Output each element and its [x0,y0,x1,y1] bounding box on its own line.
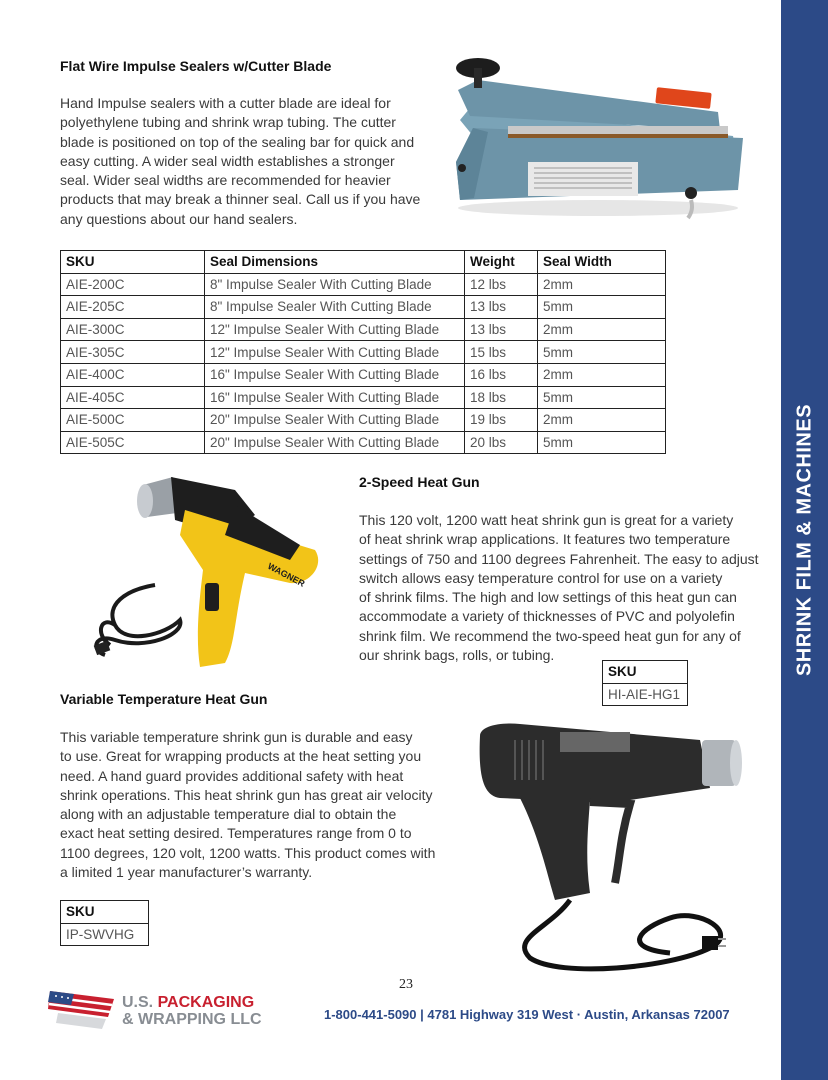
table-row [61,296,666,319]
logo-line-1: U.S. PACKAGING [122,994,255,1011]
column-header: Seal Dimensions [205,251,465,274]
contact-info: 1-800-441-5090 | 4781 Highway 319 West · Austin, Arkansas 72007 [324,1007,730,1022]
table-cell: AIE-505C [61,431,205,454]
table-cell: 2mm [538,409,666,432]
impulse-sealer-table [60,250,666,454]
table-row [61,318,666,341]
table-cell: 20 lbs [465,431,538,454]
two-speed-heat-gun-sku-table [602,660,688,706]
table-row [61,409,666,432]
table-cell: 5mm [538,386,666,409]
page-number: 23 [399,977,413,992]
two-speed-heat-gun-description: This 120 volt, 1200 watt heat shrink gun is great for a variety of heat shrink wrap applications. It features two temperature settings of 750 and 1100 degrees Fahrenheit. The easy to adjust switch allows easy temperature control for use on a variety of shrink films. The high and low settings of this heat gun can accommodate a variety of thicknesses of PVC and polyolefin shrink film. We recommend the two-speed heat gun for any of our shrink bags, rolls, or tubing. [359,512,759,664]
table-cell: AIE-300C [61,318,205,341]
gun-brand-label: WAGNER [266,560,307,589]
table-cell: 13 lbs [465,296,538,319]
table-cell: 18 lbs [465,386,538,409]
sidebar-label: SHRINK FILM & MACHINES [793,403,815,677]
table-cell: 5mm [538,296,666,319]
variable-temp-heat-gun-sku-table [60,900,149,946]
table-cell: 5mm [538,341,666,364]
table-cell: 2mm [538,318,666,341]
column-header: Weight [465,251,538,274]
impulse-sealer-title: Flat Wire Impulse Sealers w/Cutter Blade [60,58,332,74]
table-cell: AIE-400C [61,363,205,386]
table-cell: 19 lbs [465,409,538,432]
table-cell: 8" Impulse Sealer With Cutting Blade [205,296,465,319]
table-cell: 16" Impulse Sealer With Cutting Blade [205,386,465,409]
column-header: SKU [603,661,688,684]
table-cell: 20" Impulse Sealer With Cutting Blade [205,409,465,432]
table-cell: 12" Impulse Sealer With Cutting Blade [205,341,465,364]
us-flag-logo-icon [48,985,120,1031]
table-row [61,273,666,296]
variable-temp-heat-gun-title: Variable Temperature Heat Gun [60,691,268,707]
column-header: SKU [61,251,205,274]
company-logo-text [122,994,262,1028]
table-cell: AIE-500C [61,409,205,432]
table-cell: 16" Impulse Sealer With Cutting Blade [205,363,465,386]
column-header: SKU [61,901,149,924]
table-row [61,431,666,454]
table-cell: 15 lbs [465,341,538,364]
impulse-sealer-image [448,50,748,220]
table-row [61,386,666,409]
logo-line-2: & WRAPPING LLC [122,1011,262,1028]
table-cell: AIE-205C [61,296,205,319]
table-cell: 12" Impulse Sealer With Cutting Blade [205,318,465,341]
table-cell: 2mm [538,273,666,296]
impulse-sealer-description: Hand Impulse sealers with a cutter blade are ideal for polyethylene tubing and shrink wrap tubing. The cutter blade is positioned on top of the sealing bar for quick and easy cutting. A wider seal width establishes a stronger seal. Wider seal widths are recommended for heavier products that may break a thinner seal. Call us if you have any questions about our hand sealers. [60,95,421,227]
table-cell: 13 lbs [465,318,538,341]
two-speed-heat-gun-title: 2-Speed Heat Gun [359,474,480,490]
table-cell: AIE-200C [61,273,205,296]
table-cell: AIE-305C [61,341,205,364]
table-cell: 2mm [538,363,666,386]
table-row [61,341,666,364]
table-cell: 20" Impulse Sealer With Cutting Blade [205,431,465,454]
table-header-row [61,251,666,274]
table-cell: 12 lbs [465,273,538,296]
table-cell: 5mm [538,431,666,454]
sku-value: IP-SWVHG [61,923,149,946]
table-cell: 16 lbs [465,363,538,386]
sku-value: HI-AIE-HG1 [603,683,688,706]
variable-temp-heat-gun-description: This variable temperature shrink gun is durable and easy to use. Great for wrapping products at the heat setting you need. A hand guard provides additional safety with heat shrink operations. This heat shrink gun has great air velocity along with an adjustable temperature dial to obtain the exact heat setting desired. Temperatures range from 0 to 1100 degrees, 120 volt, 1200 watts. This product comes with a limited 1 year manufacturer’s warranty. [60,729,436,881]
table-row [61,363,666,386]
column-header: Seal Width [538,251,666,274]
variable-temp-heat-gun-image [470,718,760,978]
table-cell: 8" Impulse Sealer With Cutting Blade [205,273,465,296]
table-cell: AIE-405C [61,386,205,409]
two-speed-heat-gun-image [85,465,335,675]
